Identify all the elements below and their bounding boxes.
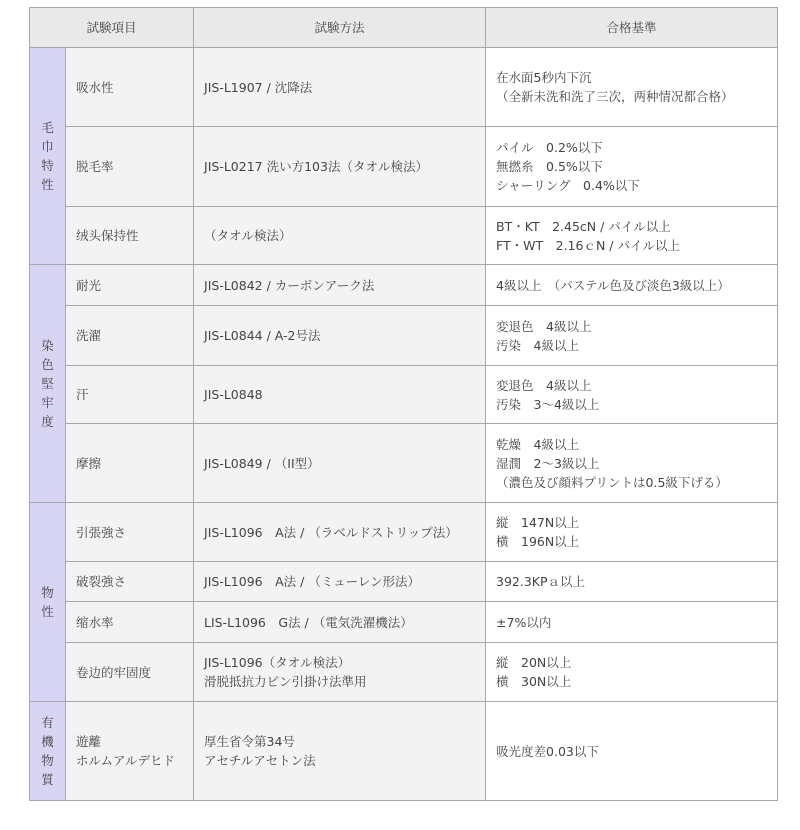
- standard-line: 変退色 4級以上: [496, 377, 592, 393]
- standard-line: 変退色 4級以上: [496, 318, 592, 334]
- method-cell: [194, 306, 486, 366]
- item-line: 遊離: [76, 734, 102, 749]
- standard-cell: [486, 207, 778, 265]
- table-row: [30, 127, 778, 207]
- method-cell: [194, 702, 486, 801]
- item-cell: [66, 48, 194, 127]
- standard-cell: [486, 702, 778, 801]
- method-cell: [194, 265, 486, 306]
- standard-cell: [486, 265, 778, 306]
- method-cell: [194, 562, 486, 602]
- item-cell: [66, 562, 194, 602]
- method-cell: [194, 602, 486, 643]
- standard-line: 縦 20N以上: [496, 655, 572, 670]
- method-line: （タオル検法）: [204, 228, 292, 243]
- standard-cell: [486, 424, 778, 503]
- item-line: 洗濯: [76, 328, 102, 343]
- table-row: [30, 48, 778, 127]
- method-cell: [194, 643, 486, 702]
- category-cell: [30, 503, 66, 702]
- item-cell: [66, 702, 194, 801]
- item-cell: [66, 265, 194, 306]
- method-line: 厚生省令第34号: [204, 734, 295, 749]
- table-row: [30, 643, 778, 702]
- category-cell: [30, 265, 66, 503]
- header-row: [30, 8, 778, 48]
- method-line: JIS-L0844 / A-2号法: [204, 328, 321, 343]
- category-cell: [30, 702, 66, 801]
- method-cell: [194, 48, 486, 127]
- item-cell: [66, 424, 194, 503]
- test-spec-table: [29, 7, 778, 801]
- method-line: LIS-L1096 G法 / （電気洗濯機法）: [204, 614, 413, 630]
- standard-line: 湿潤 2～3級以上: [496, 455, 600, 471]
- standard-line: パイル 0.2%以下: [496, 140, 603, 155]
- standard-line: 無撚糸 0.5%以下: [496, 159, 603, 174]
- item-cell: [66, 602, 194, 643]
- table-row: [30, 306, 778, 366]
- method-line: JIS-L0217 洗い方103法（タオル検法）: [204, 159, 428, 174]
- standard-line: （濃色及び顔料プリントは0.5級下げる）: [496, 474, 728, 490]
- standard-cell: [486, 48, 778, 127]
- standard-line: 汚染 3～4級以上: [496, 396, 600, 412]
- standard-line: FT・WT 2.16ｃN / パイル以上: [496, 237, 680, 253]
- method-line: 滑脱抵抗力ピン引掛け法準用: [204, 674, 367, 689]
- method-line: JIS-L1096（タオル検法）: [204, 655, 351, 670]
- standard-line: 吸光度差0.03以下: [496, 743, 599, 759]
- category-label: 毛巾特性: [41, 120, 54, 192]
- standard-line: 乾燥 4級以上: [496, 436, 579, 452]
- item-cell: [66, 207, 194, 265]
- category-cell: [30, 48, 66, 265]
- method-cell: [194, 207, 486, 265]
- header-item: 試験項目: [30, 8, 194, 48]
- header-standard: 合格基準: [486, 8, 778, 48]
- standard-line: BT・KT 2.45cN / パイル以上: [496, 218, 671, 234]
- standard-line: 392.3KPａ以上: [496, 574, 586, 589]
- item-line: 卷边的牢固度: [76, 664, 152, 680]
- method-line: JIS-L1096 A法 / （ミューレン形法）: [204, 574, 421, 589]
- standard-cell: [486, 366, 778, 424]
- method-cell: [194, 503, 486, 562]
- table-row: [30, 602, 778, 643]
- category-label: 物性: [41, 585, 54, 619]
- standard-line: シャーリング 0.4%以下: [496, 178, 640, 193]
- table-body: [30, 48, 778, 801]
- table-row: [30, 366, 778, 424]
- standard-cell: [486, 643, 778, 702]
- item-line: 引張強さ: [76, 524, 127, 540]
- standard-line: 4級以上 （パステル色及び淡色3級以上）: [496, 277, 730, 293]
- standard-line: 汚染 4級以上: [496, 337, 579, 353]
- table-row: [30, 503, 778, 562]
- item-line: 摩擦: [76, 455, 102, 471]
- standard-line: 横 30N以上: [496, 674, 572, 689]
- standard-line: 在水面5秒内下沉: [496, 70, 592, 85]
- item-line: 吸水性: [76, 79, 114, 95]
- method-line: JIS-L1096 A法 / （ラベルドストリップ法）: [204, 524, 458, 540]
- standard-cell: [486, 503, 778, 562]
- standard-line: 縦 147N以上: [496, 515, 580, 530]
- item-line: 脱毛率: [76, 159, 114, 174]
- standard-line: ±7%以内: [496, 614, 552, 630]
- method-cell: [194, 366, 486, 424]
- standard-cell: [486, 127, 778, 207]
- table-row: [30, 207, 778, 265]
- table-row: [30, 562, 778, 602]
- item-cell: [66, 306, 194, 366]
- standard-cell: [486, 306, 778, 366]
- method-line: JIS-L0849 / （II型）: [204, 455, 320, 471]
- item-line: 耐光: [76, 277, 102, 293]
- method-line: JIS-L0848: [204, 387, 263, 402]
- method-line: JIS-L1907 / 沈降法: [204, 79, 313, 95]
- item-line: 破裂強さ: [76, 574, 127, 589]
- method-cell: [194, 127, 486, 207]
- category-label: 有機物質: [41, 715, 54, 787]
- item-cell: [66, 127, 194, 207]
- header-method: 試験方法: [194, 8, 486, 48]
- item-cell: [66, 366, 194, 424]
- item-line: 绒头保持性: [76, 228, 139, 243]
- item-line: ホルムアルデヒド: [76, 753, 176, 768]
- table-row: [30, 424, 778, 503]
- standard-cell: [486, 602, 778, 643]
- category-label: 染色堅牢度: [41, 338, 54, 429]
- item-line: 缩水率: [76, 614, 114, 630]
- method-cell: [194, 424, 486, 503]
- item-cell: [66, 503, 194, 562]
- table-row: [30, 265, 778, 306]
- method-line: JIS-L0842 / カーボンアーク法: [204, 277, 375, 293]
- standard-line: （全新未洗和洗了三次，两种情况都合格）: [496, 89, 734, 104]
- standard-cell: [486, 562, 778, 602]
- table-row: [30, 702, 778, 801]
- standard-line: 横 196N以上: [496, 534, 580, 549]
- method-line: アセチルアセトン法: [204, 753, 316, 768]
- item-cell: [66, 643, 194, 702]
- item-line: 汗: [76, 387, 89, 402]
